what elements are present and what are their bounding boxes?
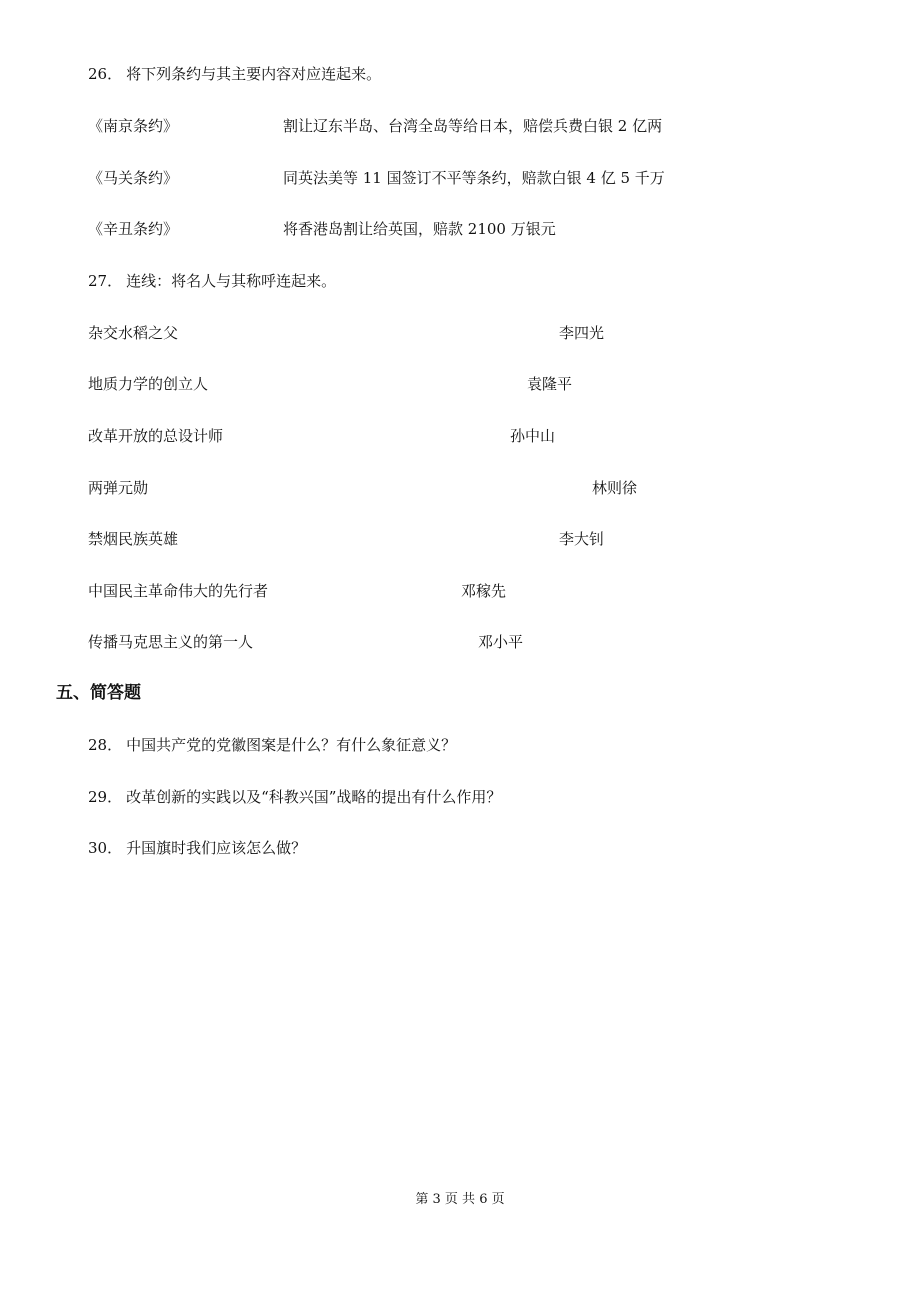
treaty-right-item: 割让辽东半岛、台湾全岛等给日本，赔偿兵费白银 2 亿两: [283, 117, 663, 135]
person-right-item: 邓稼先: [461, 582, 507, 600]
title-left-item: 两弹元勋: [88, 479, 149, 497]
title-left-item: 中国民主革命伟大的先行者: [88, 582, 269, 600]
question-number: 26．: [88, 65, 123, 83]
person-right-item: 李四光: [559, 324, 605, 342]
title-left-item: 传播马克思主义的第一人: [88, 633, 254, 651]
section-heading: 五、简答题: [56, 683, 141, 703]
question-number: 29．: [88, 788, 123, 806]
title-left-item: 禁烟民族英雄: [88, 530, 179, 548]
person-right-item: 孙中山: [510, 427, 556, 445]
question-28: [88, 735, 456, 755]
page-footer: 第 3 页 共 6 页: [415, 1192, 505, 1207]
person-right-item: 李大钊: [559, 530, 605, 548]
question-30: [88, 838, 306, 858]
question-29: [88, 787, 501, 807]
treaty-left-item: 《辛丑条约》: [88, 220, 179, 238]
question-text: 改革创新的实践以及“科教兴国”战略的提出有什么作用？: [126, 788, 502, 806]
title-left-item: 地质力学的创立人: [88, 375, 209, 393]
title-left-item: 改革开放的总设计师: [88, 427, 224, 445]
question-prompt: 将下列条约与其主要内容对应连起来。: [126, 65, 382, 83]
question-number: 27．: [88, 272, 123, 290]
person-right-item: 袁隆平: [527, 375, 573, 393]
title-left-item: 杂交水稻之父: [88, 324, 179, 342]
treaty-right-item: 将香港岛割让给英国，赔款 2100 万银元: [283, 220, 556, 238]
question-text: 中国共产党的党徽图案是什么？有什么象征意义？: [126, 736, 457, 754]
treaty-left-item: 《南京条约》: [88, 117, 179, 135]
question-number: 28．: [88, 736, 123, 754]
question-prompt: 连线：将名人与其称呼连起来。: [126, 272, 337, 290]
person-right-item: 林则徐: [592, 479, 638, 497]
question-27: [88, 271, 336, 291]
treaty-right-item: 同英法美等 11 国签订不平等条约，赔款白银 4 亿 5 千万: [283, 169, 665, 187]
treaty-left-item: 《马关条约》: [88, 169, 179, 187]
question-number: 30．: [88, 839, 123, 857]
person-right-item: 邓小平: [478, 633, 524, 651]
question-text: 升国旗时我们应该怎么做？: [126, 839, 307, 857]
question-26: [88, 64, 381, 84]
